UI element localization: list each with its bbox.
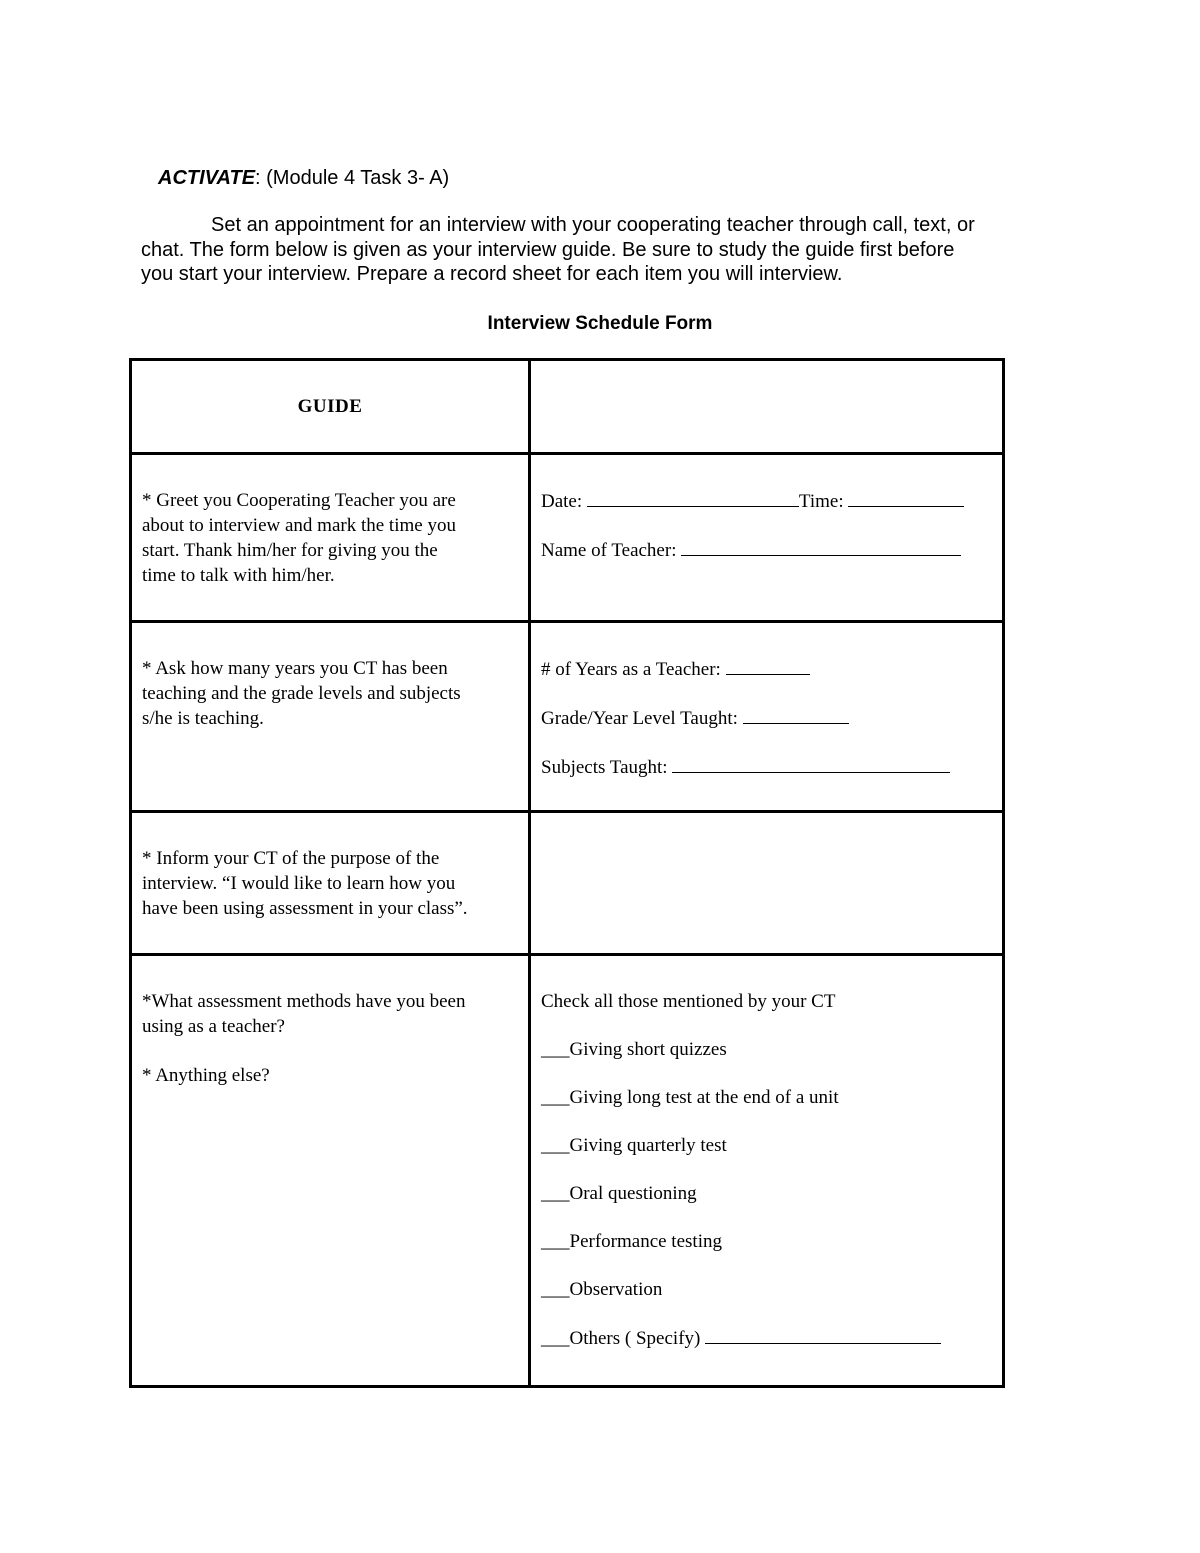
check-option[interactable]: ___Giving quarterly test (541, 1135, 727, 1156)
guide-cell (131, 622, 530, 812)
guide-text-line: s/he is teaching. (142, 708, 264, 729)
time-blank[interactable] (848, 488, 964, 507)
date-blank[interactable] (587, 488, 799, 507)
guide-text-line: teaching and the grade levels and subjects (142, 683, 461, 704)
guide-text-line: * Inform your CT of the purpose of the (142, 848, 440, 869)
guide-text-line: interview. “I would like to learn how you (142, 873, 456, 894)
guide-text-line: * Greet you Cooperating Teacher you are (142, 490, 456, 511)
years-label: # of Years as a Teacher: (541, 659, 721, 680)
table-row (131, 955, 1004, 1387)
check-option[interactable]: ___Giving short quizzes (541, 1039, 727, 1060)
guide-header-cell (131, 360, 530, 454)
task-heading (158, 164, 449, 192)
check-option[interactable]: ___Performance testing (541, 1231, 722, 1252)
intro-line: Set an appointment for an interview with your cooperating teacher through call, text, or (211, 214, 975, 236)
others-label: ___Others ( Specify) (541, 1328, 701, 1349)
grade-line (541, 705, 992, 731)
activate-keyword: ACTIVATE (158, 167, 256, 189)
check-option[interactable]: ___Giving long test at the end of a unit (541, 1087, 839, 1108)
response-cell (530, 812, 1004, 955)
check-option[interactable]: ___Observation (541, 1279, 663, 1300)
date-label: Date: (541, 491, 583, 512)
guide-text-line: about to interview and mark the time you (142, 515, 456, 536)
years-line (541, 656, 992, 682)
intro-line: chat. The form below is given as your interview guide. Be sure to study the guide first before (141, 238, 955, 261)
subjects-label: Subjects Taught: (541, 757, 668, 778)
response-cell (530, 454, 1004, 622)
others-blank[interactable] (705, 1325, 941, 1344)
guide-header-label: GUIDE (297, 396, 363, 417)
guide-text-line: * Anything else? (142, 1065, 270, 1086)
guide-text-line: *What assessment methods have you been (142, 991, 466, 1012)
guide-cell (131, 812, 530, 955)
intro-line: you start your interview. Prepare a record sheet for each item you will interview. (141, 263, 843, 285)
guide-text-line: * Ask how many years you CT has been (142, 658, 448, 679)
response-header-cell (530, 360, 1004, 454)
check-intro: Check all those mentioned by your CT (541, 991, 836, 1012)
subjects-line (541, 754, 992, 780)
interview-schedule-table (129, 358, 1005, 1388)
guide-text-line: start. Thank him/her for giving you the (142, 540, 438, 561)
table-row (131, 454, 1004, 622)
grade-label: Grade/Year Level Taught: (541, 708, 738, 729)
subjects-blank[interactable] (672, 754, 950, 773)
grade-blank[interactable] (743, 705, 849, 724)
response-cell (530, 622, 1004, 812)
intro-paragraph (141, 213, 1061, 287)
check-option-others[interactable] (541, 1325, 992, 1351)
teacher-name-label: Name of Teacher: (541, 540, 677, 561)
guide-cell (131, 454, 530, 622)
form-title: Interview Schedule Form (487, 313, 713, 334)
guide-text-line: using as a teacher? (142, 1016, 285, 1037)
task-module-label: : (Module 4 Task 3- A) (255, 167, 450, 189)
guide-cell (131, 955, 530, 1387)
guide-text-line: have been using assessment in your class”. (142, 898, 468, 919)
table-row (131, 622, 1004, 812)
table-row (131, 812, 1004, 955)
date-time-line (541, 488, 992, 514)
check-option[interactable]: ___Oral questioning (541, 1183, 697, 1204)
time-label: Time: (798, 491, 844, 512)
teacher-name-line (541, 537, 992, 563)
table-header-row (131, 360, 1004, 454)
years-blank[interactable] (726, 656, 810, 675)
teacher-name-blank[interactable] (681, 537, 961, 556)
response-cell (530, 955, 1004, 1387)
guide-text-line: time to talk with him/her. (142, 565, 335, 586)
